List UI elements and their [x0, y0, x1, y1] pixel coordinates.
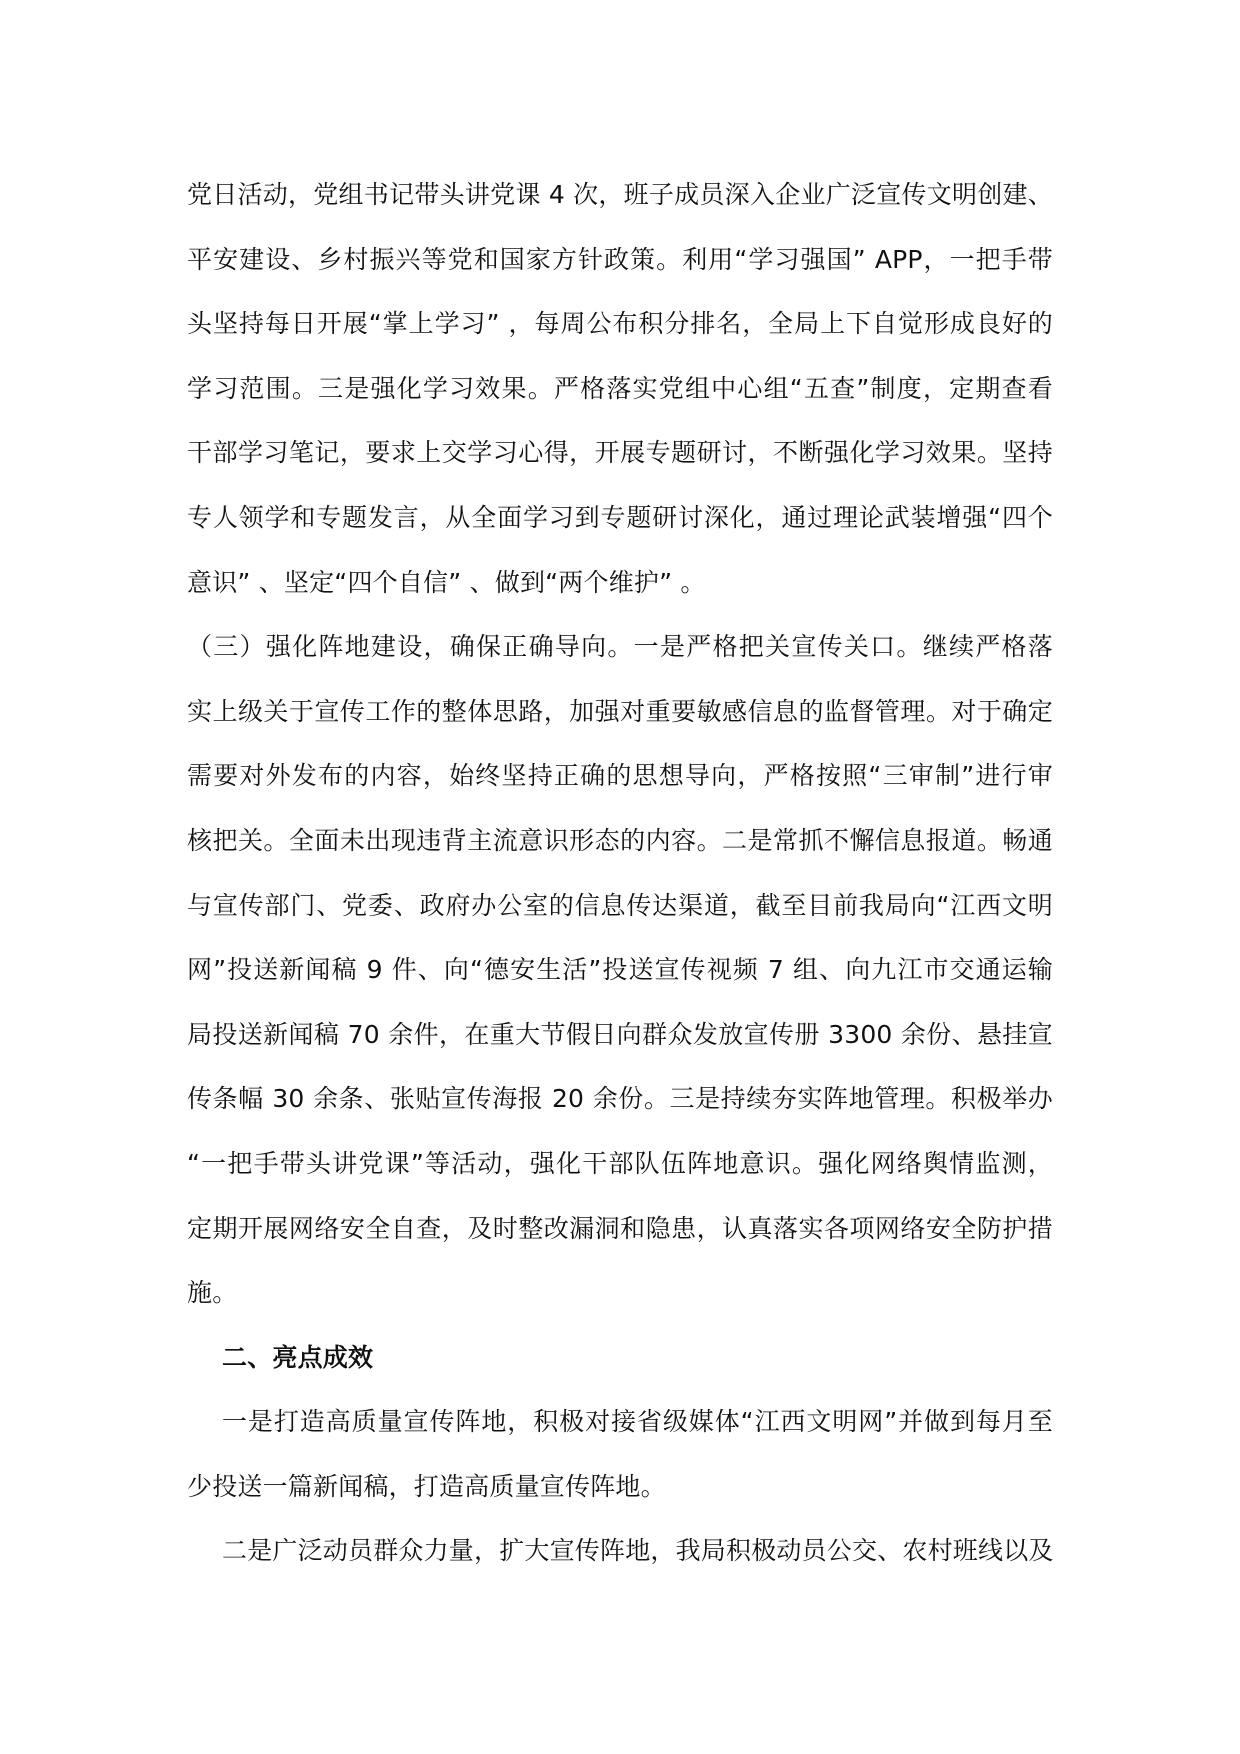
text-line: 需要对外发布的内容，始终坚持正确的思想导向，严格按照“三审制”进行审	[187, 761, 1053, 791]
text-line: 干部学习笔记，要求上交学习心得，开展专题研讨，不断强化学习效果。坚持	[187, 438, 1053, 468]
text-line: 局投送新闻稿 70 余件，在重大节假日向群众发放宣传册 3300 余份、悬挂宣	[187, 1019, 1053, 1049]
document-body	[187, 163, 1053, 1584]
text-line: 定期开展网络安全自查，及时整改漏洞和隐患，认真落实各项网络安全防护措	[187, 1213, 1053, 1243]
paragraph-start: 一是打造高质量宣传阵地，积极对接省级媒体“江西文明网”并做到每月至	[222, 1407, 1053, 1437]
section-three-paragraph-start: （三）强化阵地建设，确保正确导向。一是严格把关宣传关口。继续严格落	[187, 632, 1053, 662]
text-line: 头坚持每日开展“掌上学习” ，每周公布积分排名，全局上下自觉形成良好的	[187, 309, 1053, 339]
text-line: 核把关。全面未出现违背主流意识形态的内容。二是常抓不懈信息报道。畅通	[187, 825, 1053, 855]
text-line: 与宣传部门、党委、政府办公室的信息传达渠道，截至目前我局向“江西文明	[187, 890, 1053, 920]
text-line: 网”投送新闻稿 9 件、向“德安生活”投送宣传视频 7 组、向九江市交通运输	[187, 955, 1053, 985]
text-line: “一把手带头讲党课”等活动，强化干部队伍阵地意识。强化网络舆情监测，	[187, 1148, 1053, 1178]
text-line: 学习范围。三是强化学习效果。严格落实党组中心组“五查”制度，定期查看	[187, 373, 1053, 403]
text-line: 专人领学和专题发言，从全面学习到专题研讨深化，通过理论武装增强“四个	[187, 502, 1053, 532]
text-line: 少投送一篇新闻稿，打造高质量宣传阵地。	[187, 1471, 666, 1501]
text-line: 施。	[187, 1278, 238, 1308]
paragraph-start: 二是广泛动员群众力量，扩大宣传阵地，我局积极动员公交、农村班线以及	[222, 1536, 1054, 1566]
text-line: 意识” 、坚定“四个自信” 、做到“两个维护” 。	[187, 567, 706, 597]
section-heading: 二、亮点成效	[222, 1342, 374, 1372]
text-line: 实上级关于宣传工作的整体思路，加强对重要敏感信息的监督管理。对于确定	[187, 696, 1053, 726]
text-line: 党日活动，党组书记带头讲党课 4 次，班子成员深入企业广泛宣传文明创建、	[187, 180, 1053, 209]
text-line: 平安建设、乡村振兴等党和国家方针政策。利用“学习强国” APP，一把手带	[187, 244, 1053, 274]
text-line: 传条幅 30 余条、张贴宣传海报 20 余份。三是持续夯实阵地管理。积极举办	[187, 1084, 1053, 1114]
